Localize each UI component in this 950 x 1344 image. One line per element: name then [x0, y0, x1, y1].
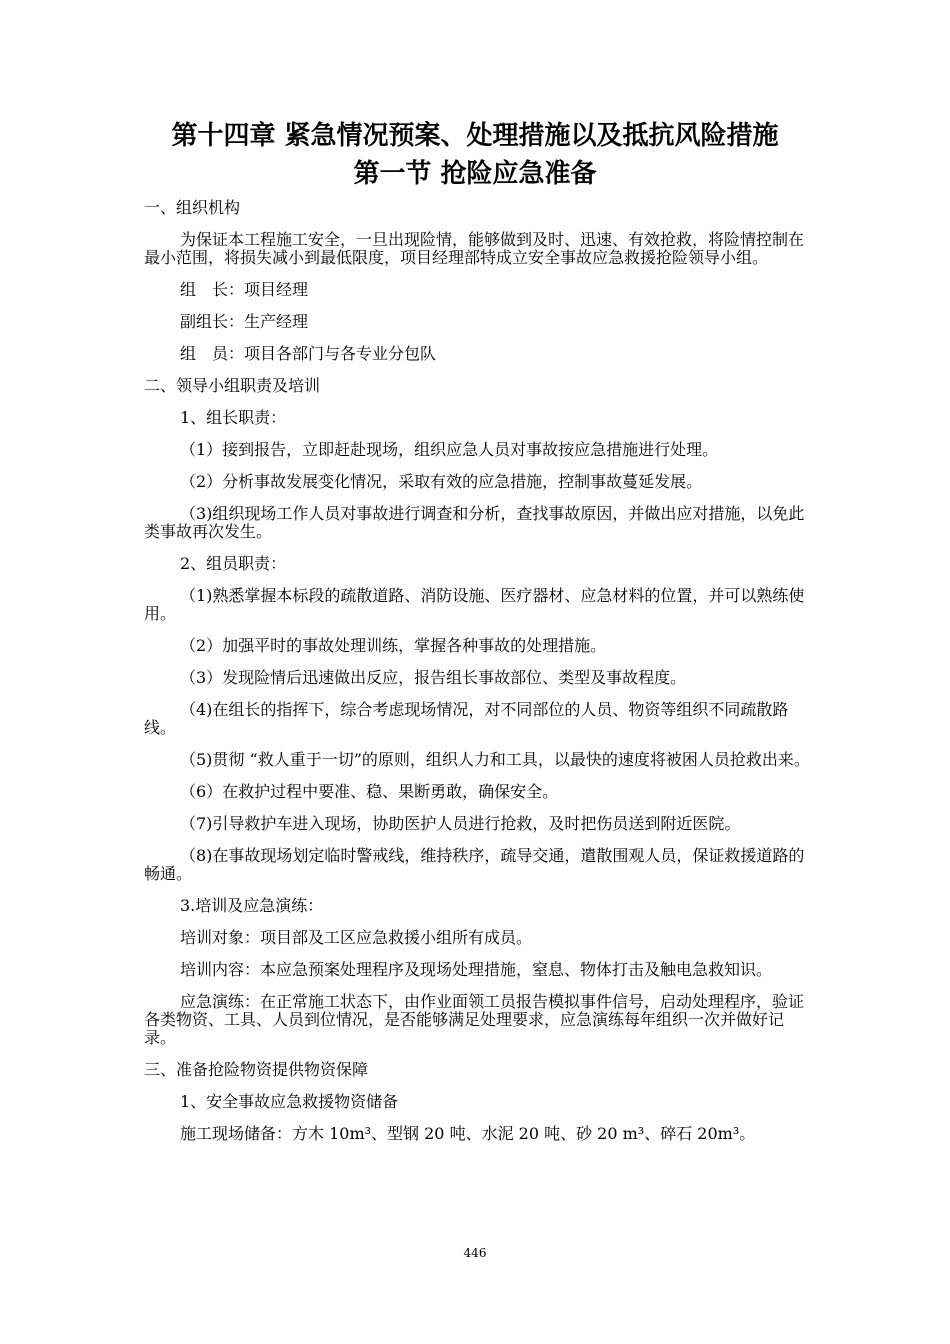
- list-item: （3)组织现场工作人员对事故进行调查和分析，查找事故原因，并做出应对措施，以免此类事故再次发生。: [144, 504, 805, 541]
- list-item: （1）接到报告，立即赶赴现场，组织应急人员对事故按应急措施进行处理。: [180, 440, 719, 459]
- paragraph: 培训内容：本应急预案处理程序及现场处理措施，窒息、物体打击及触电急救知识。: [180, 960, 773, 979]
- list-item: 副组长：生产经理: [180, 312, 309, 331]
- list-item: 组 长：项目经理: [180, 280, 309, 299]
- list-item: （5)贯彻 “救人重于一切”的原则，组织人力和工具，以最快的速度将被困人员抢救出来。: [180, 750, 810, 769]
- paragraph: 应急演练：在正常施工状态下，由作业面领工员报告模拟事件信号，启动处理程序，验证各类物资、工具、人员到位情况，是否能够满足处理要求，应急演练每年组织一次并做好记录。: [144, 992, 805, 1047]
- list-item: （4)在组长的指挥下，综合考虑现场情况，对不同部位的人员、物资等组织不同疏散路线。: [144, 700, 789, 737]
- paragraph: 为保证本工程施工安全，一旦出现险情，能够做到及时、迅速、有效抢救，将险情控制在最小范围，将损失减小到最低限度，项目经理部特成立安全事故应急救援抢险领导小组。: [144, 230, 805, 267]
- list-item: （3）发现险情后迅速做出反应，报告组长事故部位、类型及事故程度。: [180, 668, 687, 687]
- list-item: （2）分析事故发展变化情况，采取有效的应急措施，控制事故蔓延发展。: [180, 472, 703, 491]
- list-item: （6）在救护过程中要准、稳、果断勇敢，确保安全。: [180, 782, 559, 801]
- heading-duties: 二、领导小组职责及培训: [144, 376, 321, 395]
- list-item: （2）加强平时的事故处理训练，掌握各种事故的处理措施。: [180, 636, 607, 655]
- section-title: 第一节 抢险应急准备: [353, 159, 597, 189]
- subheading: 1、组长职责：: [180, 408, 287, 427]
- document-body: [144, 199, 812, 1157]
- chapter-title: 第十四章 紧急情况预案、处理措施以及抵抗风险措施: [171, 121, 779, 151]
- page-number: 446: [463, 1246, 487, 1260]
- paragraph: 培训对象：项目部及工区应急救援小组所有成员。: [180, 928, 533, 947]
- paragraph: 施工现场储备：方木 10m³、型钢 20 吨、水泥 20 吨、砂 20 m³、碎石 20m³。: [180, 1124, 756, 1143]
- heading-supplies: 三、准备抢险物资提供物资保障: [144, 1060, 369, 1079]
- list-item: （1)熟悉掌握本标段的疏散道路、消防设施、医疗器材、应急材料的位置，并可以熟练使用。: [144, 586, 805, 623]
- heading-organization: 一、组织机构: [144, 198, 241, 217]
- subheading: 2、组员职责：: [180, 554, 287, 573]
- list-item: 组 员：项目各部门与各专业分包队: [180, 344, 437, 363]
- subheading: 1、安全事故应急救援物资储备: [180, 1092, 399, 1111]
- subheading: 3.培训及应急演练：: [180, 896, 324, 915]
- list-item: （7)引导救护车进入现场，协助医护人员进行抢救，及时把伤员送到附近医院。: [180, 814, 741, 833]
- list-item: （8)在事故现场划定临时警戒线，维持秩序，疏导交通，遣散围观人员，保证救援道路的畅通。: [144, 846, 805, 883]
